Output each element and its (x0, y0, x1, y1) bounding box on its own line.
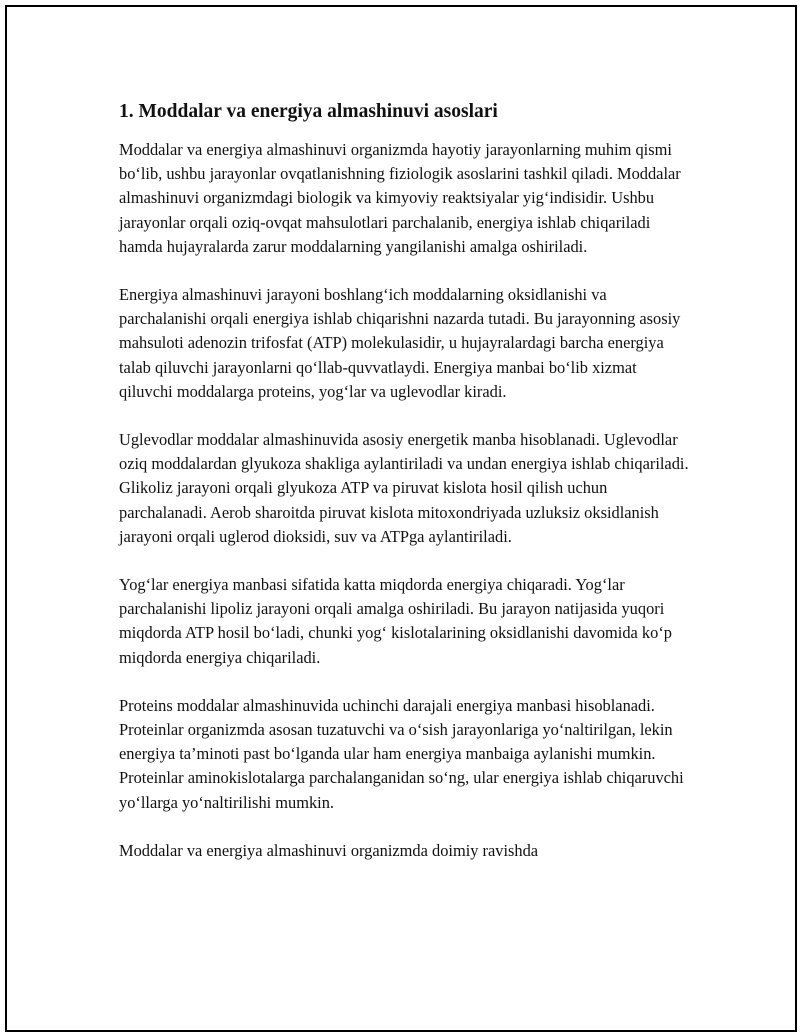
page-frame (5, 5, 797, 1032)
paragraph-2: Energiya almashinuvi jarayoni boshlang‘ich moddalarning oksidlanishi va parchalanishi orqali energiya ishlab chiqarishni nazarda tutadi. Bu jarayonning asosiy mahsuloti adenozin trifosfat (ATP) molekulasidir, u hujayralardagi barcha energiya talab qiluvchi jarayonlarni qo‘llab-quvvatlaydi. Energiya manbai bo‘lib xizmat qiluvchi moddalarga proteins, yog‘lar va uglevodlar kiradi. (119, 285, 681, 401)
document-body (119, 99, 694, 887)
paragraph-5: Proteins moddalar almashinuvida uchinchi darajali energiya manbasi hisoblanadi. Proteinlar organizmda asosan tuzatuvchi va o‘sish jarayonlariga yo‘naltirilgan, lekin energiya ta’minoti past bo‘lganda ular ham energiya manbaiga aylanishi mumkin. Proteinlar aminokislotalarga parchalanganidan so‘ng, ular energiya ishlab chiqaruvchi yo‘llarga yo‘naltirilishi mumkin. (119, 695, 684, 812)
paragraph-1: Moddalar va energiya almashinuvi organizmda hayotiy jarayonlarning muhim qismi bo‘lib, ushbu jarayonlar ovqatlanishning fiziologik asoslarini tashkil qiladi. Moddalar almashinuvi organizmdagi biologik va kimyoviy reaktsiyalar yig‘indisidir. Ushbu jarayonlar orqali oziq-ovqat mahsulotlari parchalanib, energiya ishlab chiqariladi hamda hujayralarda zarur moddalarning yangilanishi amalga oshiriladi. (119, 140, 681, 256)
section-heading: 1. Moddalar va energiya almashinuvi asoslari (119, 101, 498, 122)
paragraph-3: Uglevodlar moddalar almashinuvida asosiy energetik manba hisoblanadi. Uglevodlar oziq moddalardan glyukoza shakliga aylantiriladi va undan energiya ishlab chiqariladi. Glikoliz jarayoni orqali glyukoza ATP va piruvat kislota hosil qilish uchun parchalanadi. Aerob sharoitda piruvat kislota mitoxondriyada uzluksiz oksidlanish jarayoni orqali uglerod dioksidi, suv va ATPga aylantiriladi. (119, 430, 689, 546)
paragraph-4: Yog‘lar energiya manbasi sifatida katta miqdorda energiya chiqaradi. Yog‘lar parchalanishi lipoliz jarayoni orqali amalga oshiriladi. Bu jarayon natijasida yuqori miqdorda ATP hosil bo‘ladi, chunki yog‘ kislotalarining oksidlanishi davomida ko‘p miqdorda energiya chiqariladi. (119, 575, 672, 667)
paragraph-6: Moddalar va energiya almashinuvi organizmda doimiy ravishda (119, 840, 539, 860)
